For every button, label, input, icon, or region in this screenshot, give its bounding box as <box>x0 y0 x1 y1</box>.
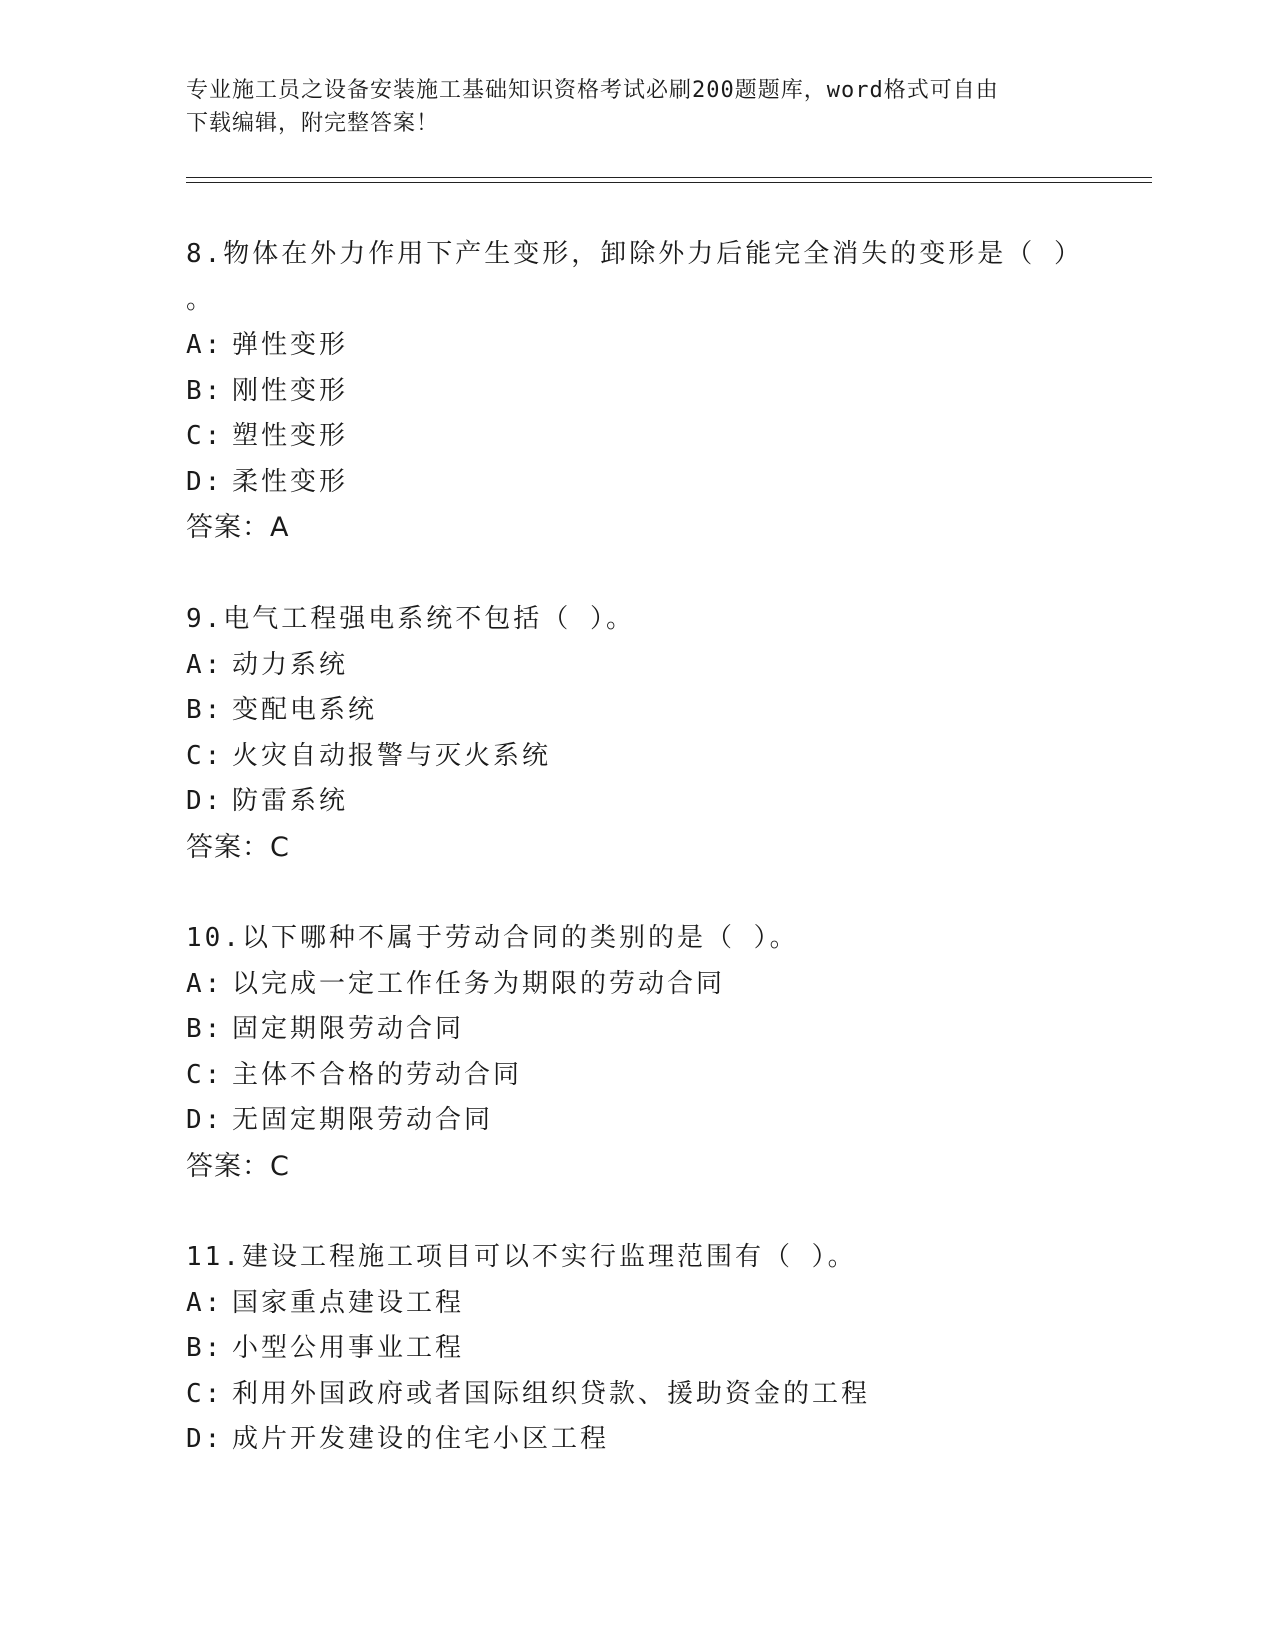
header-title-line-1: 专业施工员之设备安装施工基础知识资格考试必刷200题题库，word格式可自由 <box>186 78 999 103</box>
option-a <box>186 323 1146 369</box>
header-divider-top <box>186 177 1152 178</box>
option-c <box>186 414 1146 460</box>
question-stem: 11.建设工程施工项目可以不实行监理范围有（ ）。 <box>186 1242 857 1272</box>
question-stem: 10.以下哪种不属于劳动合同的类别的是（ ）。 <box>186 923 799 953</box>
option-b <box>186 369 1146 415</box>
question-stem: 9.电气工程强电系统不包括（ ）。 <box>186 604 635 634</box>
option-text: 国家重点建设工程 <box>232 1287 465 1318</box>
header-divider-bottom <box>186 182 1152 183</box>
option-text: 以完成一定工作任务为期限的劳动合同 <box>232 968 726 999</box>
question-9 <box>186 597 1146 870</box>
option-key: C: <box>186 421 224 451</box>
answer: 答案：A <box>186 512 290 543</box>
option-d <box>186 1417 1146 1463</box>
option-key: D: <box>186 466 224 497</box>
option-text: 成片开发建设的住宅小区工程 <box>232 1424 610 1454</box>
question-11 <box>186 1235 1146 1463</box>
option-a <box>186 643 1146 689</box>
option-key: B: <box>186 1333 224 1363</box>
option-text: 利用外国政府或者国际组织贷款、援助资金的工程 <box>232 1378 871 1409</box>
option-text: 弹性变形 <box>232 330 349 360</box>
option-a <box>186 962 1146 1008</box>
option-d <box>186 1098 1146 1144</box>
option-b <box>186 1326 1146 1372</box>
option-text: 动力系统 <box>232 649 349 680</box>
option-key: D: <box>186 786 224 816</box>
option-text: 小型公用事业工程 <box>232 1333 465 1363</box>
option-text: 火灾自动报警与灭火系统 <box>232 740 552 771</box>
option-text: 固定期限劳动合同 <box>232 1014 465 1044</box>
header-title-line-2: 下载编辑，附完整答案！ <box>186 111 440 136</box>
option-key: B: <box>186 1014 224 1044</box>
question-stem-continuation: 。 <box>186 284 216 315</box>
option-d <box>186 779 1146 825</box>
option-c <box>186 1372 1146 1418</box>
document-header <box>186 74 1086 140</box>
option-b <box>186 1007 1146 1053</box>
answer: 答案：C <box>186 831 290 863</box>
option-key: D: <box>186 1424 224 1454</box>
option-text: 主体不合格的劳动合同 <box>232 1059 523 1090</box>
option-text: 柔性变形 <box>232 466 349 497</box>
option-d <box>186 460 1146 506</box>
answer: 答案：C <box>186 1150 290 1182</box>
option-text: 刚性变形 <box>232 375 349 406</box>
option-key: B: <box>186 375 224 406</box>
option-c <box>186 734 1146 780</box>
question-8 <box>186 232 1146 551</box>
option-key: C: <box>186 740 224 771</box>
option-key: A: <box>186 330 224 360</box>
option-b <box>186 688 1146 734</box>
option-key: D: <box>186 1105 224 1135</box>
option-key: A: <box>186 1287 224 1318</box>
question-stem: 8.物体在外力作用下产生变形，卸除外力后能完全消失的变形是（ ） <box>186 239 1083 269</box>
option-key: B: <box>186 695 224 725</box>
question-10 <box>186 916 1146 1189</box>
option-text: 防雷系统 <box>232 786 349 816</box>
option-c <box>186 1053 1146 1099</box>
option-key: C: <box>186 1059 224 1090</box>
option-text: 无固定期限劳动合同 <box>232 1105 494 1135</box>
option-a <box>186 1281 1146 1327</box>
option-text: 变配电系统 <box>232 695 378 725</box>
option-key: A: <box>186 649 224 680</box>
option-key: A: <box>186 968 224 999</box>
option-key: C: <box>186 1378 224 1409</box>
option-text: 塑性变形 <box>232 421 349 451</box>
